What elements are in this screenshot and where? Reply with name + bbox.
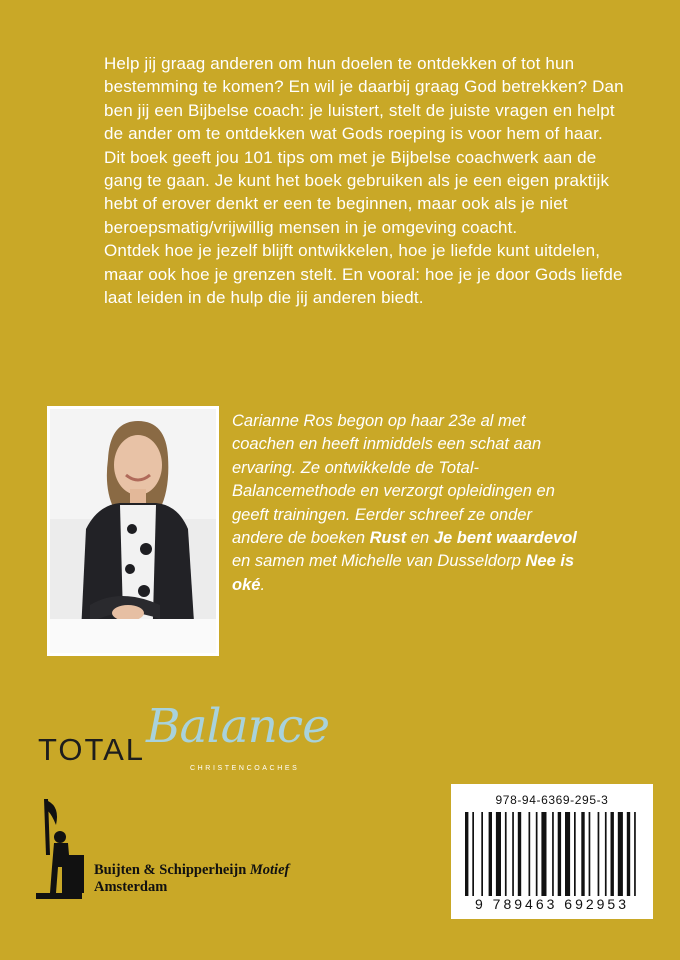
barcode-bar <box>605 812 607 896</box>
blurb-paragraph-1: Help jij graag anderen om hun doelen te ontdekken of tot hun bestemming te komen? En wil je daarbij graag God betrekken? Dan ben jij een Bijbelse coach: je luistert, stelt de juiste vragen en helpt de ander om te ontdekken wat Gods roeping is voor hem of haar. <box>104 54 624 144</box>
barcode-bar <box>529 812 531 896</box>
barcode-bar <box>552 812 554 896</box>
publisher-knight-icon <box>30 795 88 903</box>
author-bio <box>232 410 582 597</box>
author-portrait-image <box>50 409 216 653</box>
book-title-rust: Rust <box>369 529 407 548</box>
publisher-city: Amsterdam <box>94 879 168 895</box>
book-title-je-bent-waardevol: Je bent waardevol <box>433 529 577 548</box>
barcode-bar <box>472 812 474 896</box>
logo-subtitle: CHRISTENCOACHES <box>190 765 300 772</box>
barcode-bar <box>541 812 546 896</box>
barcode-bar <box>496 812 501 896</box>
barcode-bar <box>574 812 576 896</box>
barcode-bar <box>598 812 600 896</box>
barcode-bars <box>465 812 641 896</box>
barcode-bar <box>618 812 623 896</box>
barcode-bar <box>581 812 584 896</box>
barcode-bar <box>627 812 630 896</box>
bio-text-1: Carianne Ros begon op haar 23e al met coachen en heeft inmiddels een schat aan ervaring. Ze ontwikkelde de Total-Balancemethode en verzorgt opleidingen en geeft trainingen. Eerder schreef ze onder andere de boeken <box>232 412 555 548</box>
isbn-barcode <box>451 784 653 919</box>
barcode-bar <box>489 812 492 896</box>
barcode-digits: 9 789463 692953 <box>475 896 629 912</box>
publisher-name-italic: Motief <box>249 862 290 878</box>
barcode-bar <box>465 812 468 896</box>
publisher-name <box>94 862 289 896</box>
publisher-name-plain: Buijten & Schipperheijn <box>94 862 250 878</box>
logo-word-total: TOTAL <box>38 732 146 767</box>
blurb-text <box>104 52 638 309</box>
barcode-bar <box>518 812 521 896</box>
bio-text-2: en <box>406 529 434 548</box>
barcode-bar <box>611 812 614 896</box>
barcode-bar <box>589 812 591 896</box>
barcode-bar <box>558 812 561 896</box>
barcode-bar <box>634 812 636 896</box>
blurb-paragraph-2: Dit boek geeft jou 101 tips om met je Bijbelse coachwerk aan de gang te gaan. Je kunt het boek gebruiken als je een eigen praktijk hebt of erover denkt er een te beginnen, maar ook als je niet beroepsmatig/vrijwillig mensen in je omgeving coacht. <box>104 147 610 237</box>
bio-text-3: en samen met Michelle van Dusseldorp <box>232 552 526 571</box>
barcode-bar <box>481 812 483 896</box>
barcode-bar <box>536 812 538 896</box>
barcode-bar <box>505 812 507 896</box>
barcode-bar <box>565 812 570 896</box>
barcode-bar <box>512 812 514 896</box>
author-photo <box>47 406 219 656</box>
logo-word-balance: Balance <box>146 699 330 754</box>
isbn-number: 978-94-6369-295-3 <box>495 793 609 807</box>
blurb-paragraph-3: Ontdek hoe je jezelf blijft ontwikkelen, hoe je liefde kunt uitdelen, maar ook hoe je grenzen stelt. En vooral: hoe je je door Gods liefde laat leiden in de hulp die jij anderen biedt. <box>104 241 623 308</box>
bio-text-4: . <box>260 575 266 594</box>
book-title-nee-is-oke: Nee is oké <box>232 552 575 594</box>
